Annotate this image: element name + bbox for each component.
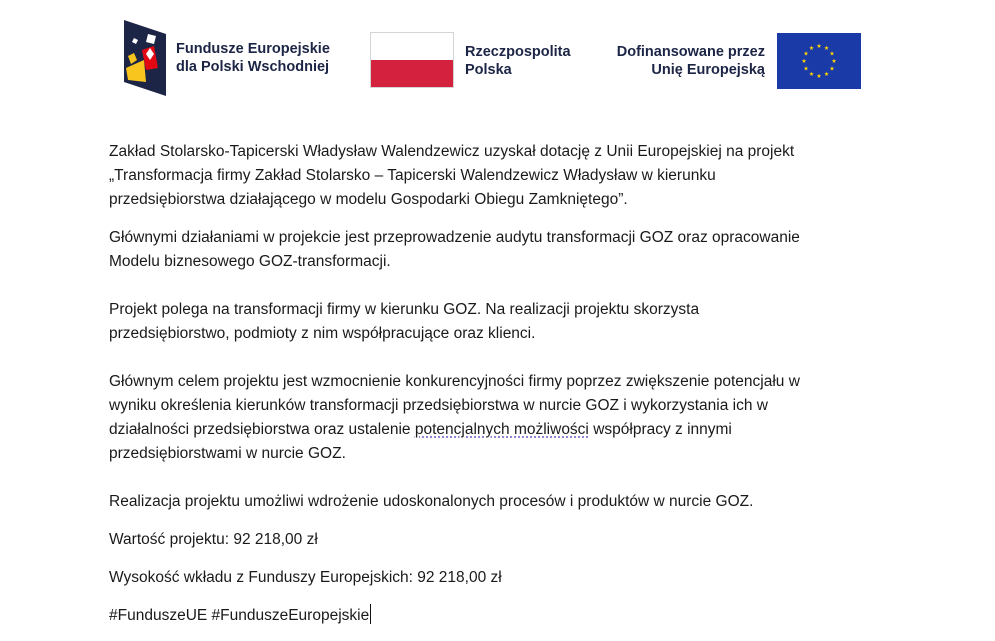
rp-logo-line1: Rzeczpospolita (465, 44, 571, 60)
logo-bar (0, 0, 995, 110)
paragraph-goal-line3 (109, 418, 889, 442)
paragraph-outcome: Realizacja projektu umożliwi wdrożenie udoskonalonych procesów i produktów w nurcie GOZ. (109, 493, 754, 510)
paragraph-goal-line4: przedsiębiorstwami w nurcie GOZ. (109, 445, 346, 462)
paragraph-intro-line2: „Transformacja firmy Zakład Stolarsko – Tapicerski Walendzewicz Władysław w kierunku (109, 167, 716, 184)
hashtags: #FunduszeUE #FunduszeEuropejskie (109, 607, 370, 624)
eu-logo-line1: Dofinansowane przez (616, 44, 765, 60)
eu-flag-icon (777, 33, 861, 89)
hashtags-line (109, 604, 889, 628)
eu-logo-line2: Unię Europejską (651, 62, 765, 78)
rp-logo-line2: Polska (465, 62, 512, 78)
text-cursor (370, 604, 371, 624)
paragraph-intro-line3: przedsiębiorstwa działającego w modelu Gospodarki Obiegu Zamkniętego”. (109, 191, 628, 208)
paragraph-goal-line2: wyniku określenia kierunków transformacji przedsiębiorstwa w nurcie GOZ i wykorzystania ich w (109, 397, 768, 414)
fe-logo-text (176, 40, 330, 76)
paragraph-activities-line2: Modelu biznesowego GOZ-transformacji. (109, 253, 391, 270)
rzeczpospolita-polska-text (465, 43, 571, 79)
paragraph-intro-line1: Zakład Stolarsko-Tapicerski Władysław Walendzewicz uzyskał dotację z Unii Europejskiej na projekt (109, 143, 795, 160)
paragraph-activities-line1: Głównymi działaniami w projekcie jest przeprowadzenie audytu transformacji GOZ oraz opracowanie (109, 229, 800, 246)
paragraph-scope-line2: przedsiębiorstwo, podmioty z nim współpracujące oraz klienci. (109, 325, 536, 342)
polish-flag-icon (370, 32, 454, 88)
fundusze-europejskie-logo (124, 20, 330, 96)
project-value: Wartość projektu: 92 218,00 zł (109, 531, 318, 548)
document-body (109, 140, 889, 628)
paragraph-goal-line1: Głównym celem projektu jest wzmocnienie konkurencyjności firmy poprzez zwiększenie potencjału w (109, 373, 800, 390)
goal-line3-end: współpracy z innymi (588, 421, 732, 438)
fe-emblem-icon (124, 20, 166, 96)
fe-logo-line1: Fundusze Europejskie (176, 41, 330, 57)
goal-line3-start: działalności przedsiębiorstwa oraz ustalenie (109, 421, 415, 438)
fe-logo-line2: dla Polski Wschodniej (176, 59, 330, 75)
spellcheck-underlined-phrase[interactable]: potencjalnych możliwości (414, 421, 589, 438)
eu-cofinancing-text (600, 43, 765, 79)
paragraph-scope-line1: Projekt polega na transformacji firmy w kierunku GOZ. Na realizacji projektu skorzysta (109, 301, 700, 318)
eu-contribution: Wysokość wkładu z Funduszy Europejskich: 92 218,00 zł (109, 569, 502, 586)
